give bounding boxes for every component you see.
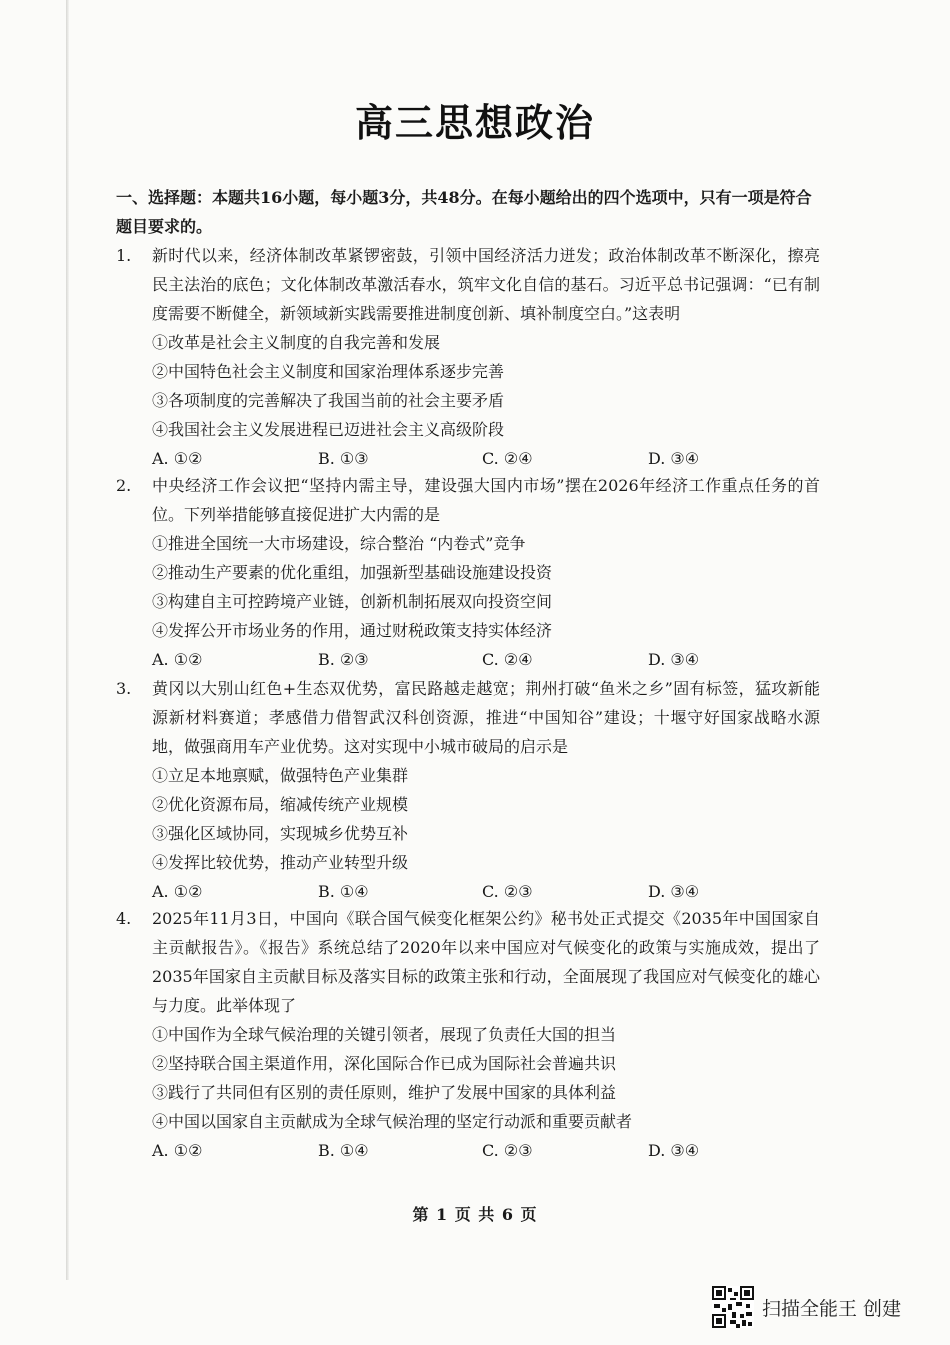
answer-a: A. ①② bbox=[152, 650, 203, 669]
watermark-text: 扫描全能王 创建 bbox=[762, 1297, 902, 1320]
answer-c: C. ②④ bbox=[482, 449, 533, 468]
question-4 bbox=[116, 904, 820, 1165]
question-stem: 中央经济工作会议把“坚持内需主导，建设强大国内市场”摆在2026年经济工作重点任务的首位。下列举措能够直接促进扩大内需的是 bbox=[152, 476, 820, 524]
answer-a: A. ①② bbox=[152, 882, 203, 901]
answer-b: B. ①④ bbox=[318, 882, 369, 901]
qr-code-icon bbox=[712, 1286, 754, 1328]
section-heading: 一、选择题：本题共16小题，每小题3分，共48分。在每小题给出的四个选项中，只有一项是符合题目要求的。 bbox=[116, 188, 812, 236]
question-1 bbox=[116, 241, 820, 473]
answer-d: D. ③④ bbox=[648, 650, 700, 669]
question-number: 4. bbox=[116, 909, 132, 928]
answer-d: D. ③④ bbox=[648, 1141, 700, 1160]
answer-choices bbox=[152, 1136, 820, 1165]
option-1: ①改革是社会主义制度的自我完善和发展 bbox=[152, 333, 441, 352]
question-number: 3. bbox=[116, 679, 132, 698]
question-3 bbox=[116, 674, 820, 906]
question-stem: 黄冈以大别山红色+生态双优势，富民路越走越宽；荆州打破“鱼米之乡”固有标签，猛攻新能源新材料赛道；孝感借力借智武汉科创资源，推进“中国知谷”建设；十堰守好国家战略水源地，做强商用车产业优势。这对实现中小城市破局的启示是 bbox=[152, 679, 820, 756]
option-4: ④发挥比较优势，推动产业转型升级 bbox=[152, 853, 409, 872]
option-1: ①立足本地禀赋，做强特色产业集群 bbox=[152, 766, 409, 785]
option-2: ②坚持联合国主渠道作用，深化国际合作已成为国际社会普遍共识 bbox=[152, 1054, 617, 1073]
question-stem: 2025年11月3日，中国向《联合国气候变化框架公约》秘书处正式提交《2035年中国国家自主贡献报告》。《报告》系统总结了2020年以来中国应对气候变化的政策与实施成效，提出了2035年国家自主贡献目标及落实目标的政策主张和行动，全面展现了我国应对气候变化的雄心与力度。此举体现了 bbox=[152, 909, 820, 1015]
option-3: ③践行了共同但有区别的责任原则，维护了发展中国家的具体利益 bbox=[152, 1083, 617, 1102]
answer-b: B. ①③ bbox=[318, 449, 369, 468]
page-edge-shadow bbox=[66, 0, 69, 1280]
option-1: ①推进全国统一大市场建设，综合整治 “内卷式”竞争 bbox=[152, 534, 526, 553]
option-4: ④中国以国家自主贡献成为全球气候治理的坚定行动派和重要贡献者 bbox=[152, 1112, 633, 1131]
page-number-footer: 第 1 页 共 6 页 bbox=[412, 1205, 538, 1224]
question-2 bbox=[116, 471, 820, 674]
page-title: 高三思想政治 bbox=[354, 101, 595, 145]
question-number: 2. bbox=[116, 476, 132, 495]
question-number: 1. bbox=[116, 246, 132, 265]
answer-a: A. ①② bbox=[152, 1141, 203, 1160]
answer-d: D. ③④ bbox=[648, 449, 700, 468]
answer-b: B. ①④ bbox=[318, 1141, 369, 1160]
option-2: ②优化资源布局，缩减传统产业规模 bbox=[152, 795, 409, 814]
option-3: ③构建自主可控跨境产业链，创新机制拓展双向投资空间 bbox=[152, 592, 553, 611]
option-3: ③各项制度的完善解决了我国当前的社会主要矛盾 bbox=[152, 391, 505, 410]
option-2: ②推动生产要素的优化重组，加强新型基础设施建设投资 bbox=[152, 563, 553, 582]
answer-choices bbox=[152, 877, 820, 906]
option-4: ④我国社会主义发展进程已迈进社会主义高级阶段 bbox=[152, 420, 505, 439]
answer-choices bbox=[152, 645, 820, 674]
option-1: ①中国作为全球气候治理的关键引领者，展现了负责任大国的担当 bbox=[152, 1025, 617, 1044]
answer-choices bbox=[152, 444, 820, 473]
answer-c: C. ②③ bbox=[482, 1141, 533, 1160]
scanner-watermark bbox=[712, 1286, 901, 1328]
question-stem: 新时代以来，经济体制改革紧锣密鼓，引领中国经济活力迸发；政治体制改革不断深化，擦亮民主法治的底色；文化体制改革激活春水，筑牢文化自信的基石。习近平总书记强调：“已有制度需要不断健全，新领域新实践需要推进制度创新、填补制度空白。”这表明 bbox=[152, 246, 820, 323]
option-4: ④发挥公开市场业务的作用，通过财税政策支持实体经济 bbox=[152, 621, 553, 640]
answer-c: C. ②③ bbox=[482, 882, 533, 901]
answer-a: A. ①② bbox=[152, 449, 203, 468]
answer-c: C. ②④ bbox=[482, 650, 533, 669]
option-3: ③强化区域协同，实现城乡优势互补 bbox=[152, 824, 409, 843]
answer-d: D. ③④ bbox=[648, 882, 700, 901]
option-2: ②中国特色社会主义制度和国家治理体系逐步完善 bbox=[152, 362, 505, 381]
answer-b: B. ②③ bbox=[318, 650, 369, 669]
